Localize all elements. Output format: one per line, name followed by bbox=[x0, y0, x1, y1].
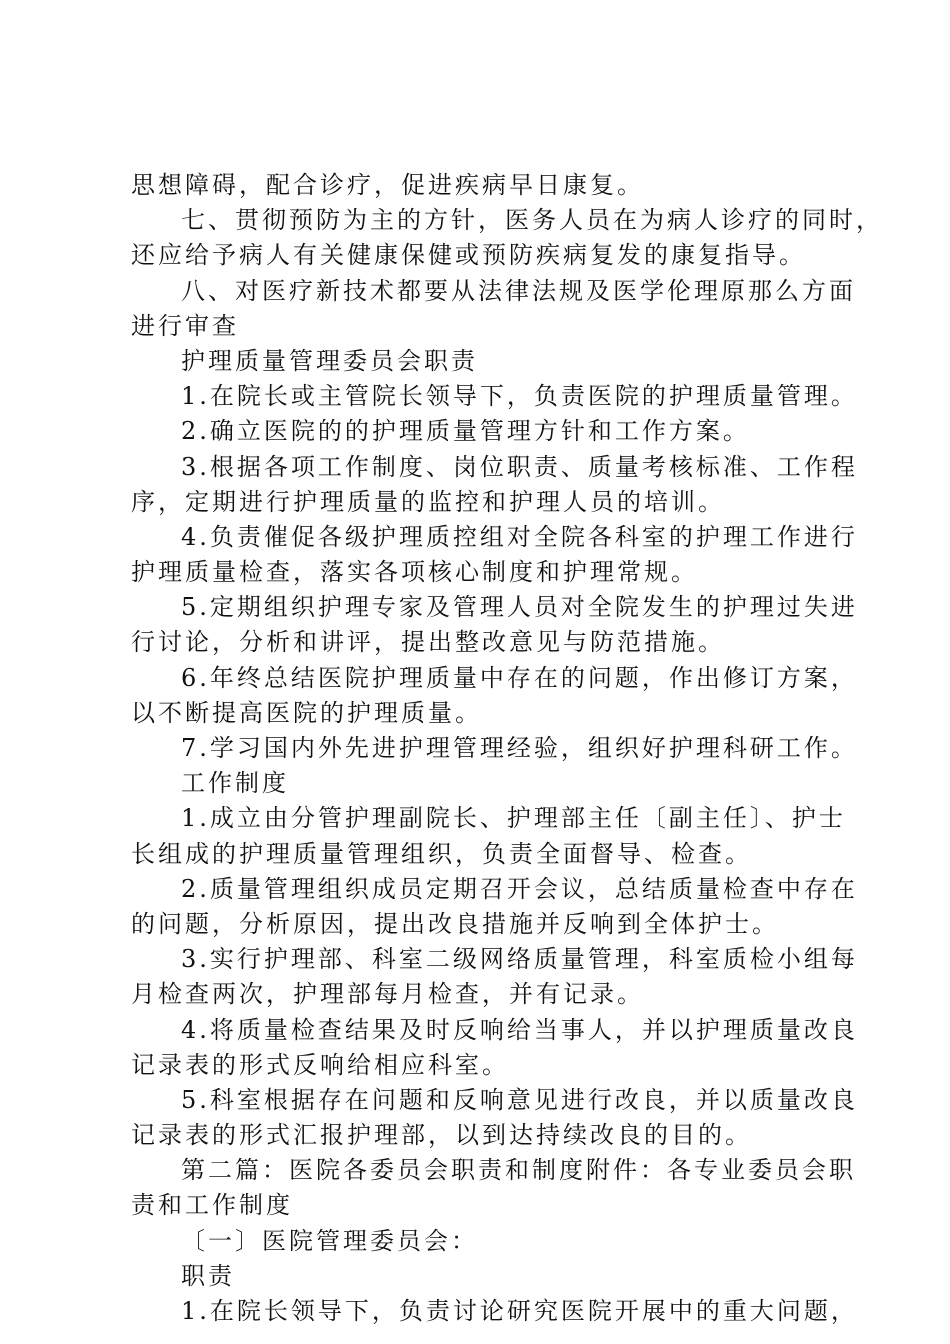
text-line: 5.定期组织护理专家及管理人员对全院发生的护理过失进 bbox=[181, 593, 858, 622]
text-line: 记录表的形式汇报护理部，以到达持续改良的目的。 bbox=[131, 1121, 752, 1150]
text-line: 序，定期进行护理质量的监控和护理人员的培训。 bbox=[131, 487, 725, 516]
text-line: 1.在院长或主管院长领导下，负责医院的护理质量管理。 bbox=[181, 382, 858, 411]
text-line: 记录表的形式反响给相应科室。 bbox=[131, 1050, 509, 1079]
text-line: 护理质量检查，落实各项核心制度和护理常规。 bbox=[131, 558, 698, 587]
text-line: 6.年终总结医院护理质量中存在的问题，作出修订方案， bbox=[181, 663, 858, 692]
section-heading: 职责 bbox=[181, 1261, 235, 1290]
text-line: 行讨论，分析和讲评，提出整改意见与防范措施。 bbox=[131, 628, 725, 657]
text-line: 4.将质量检查结果及时反响给当事人，并以护理质量改良 bbox=[181, 1015, 858, 1044]
text-line: 1.成立由分管护理副院长、护理部主任〔副主任〕、护士 bbox=[181, 804, 846, 833]
text-line: 2.质量管理组织成员定期召开会议，总结质量检查中存在 bbox=[181, 874, 858, 903]
text-line: 的问题，分析原因，提出改良措施并反响到全体护士。 bbox=[131, 909, 779, 938]
document-body bbox=[131, 168, 883, 1329]
text-line: 5.科室根据存在问题和反响意见进行改良，并以质量改良 bbox=[181, 1085, 858, 1114]
text-line: 还应给予病人有关健康保健或预防疾病复发的康复指导。 bbox=[131, 241, 806, 270]
text-line: 七、贯彻预防为主的方针，医务人员在为病人诊疗的同时， bbox=[181, 206, 883, 235]
text-line: 思想障碍，配合诊疗，促进疾病早日康复。 bbox=[131, 171, 644, 199]
text-line: 八、对医疗新技术都要从法律法规及医学伦理原那么方面 bbox=[181, 276, 856, 305]
text-line: 以不断提高医院的护理质量。 bbox=[131, 698, 482, 727]
text-line: 进行审查 bbox=[131, 311, 239, 340]
section-heading: 护理质量管理委员会职责 bbox=[181, 346, 478, 375]
section-heading: 〔一〕医院管理委员会： bbox=[181, 1226, 478, 1255]
text-line: 月检查两次，护理部每月检查，并有记录。 bbox=[131, 980, 644, 1009]
text-line: 责和工作制度 bbox=[131, 1191, 293, 1220]
section-heading: 第二篇：医院各委员会职责和制度附件：各专业委员会职 bbox=[181, 1156, 856, 1185]
text-line: 1.在院长领导下，负责讨论研究医院开展中的重大问题， bbox=[181, 1297, 858, 1325]
text-line: 3.根据各项工作制度、岗位职责、质量考核标准、工作程 bbox=[181, 452, 858, 481]
text-line: 长组成的护理质量管理组织，负责全面督导、检查。 bbox=[131, 839, 752, 868]
text-line: 2.确立医院的的护理质量管理方针和工作方案。 bbox=[181, 417, 750, 446]
text-line: 7.学习国内外先进护理管理经验，组织好护理科研工作。 bbox=[181, 734, 858, 762]
section-heading: 工作制度 bbox=[181, 769, 289, 798]
text-line: 3.实行护理部、科室二级网络质量管理，科室质检小组每 bbox=[181, 945, 858, 974]
text-line: 4.负责催促各级护理质控组对全院各科室的护理工作进行 bbox=[181, 522, 858, 551]
